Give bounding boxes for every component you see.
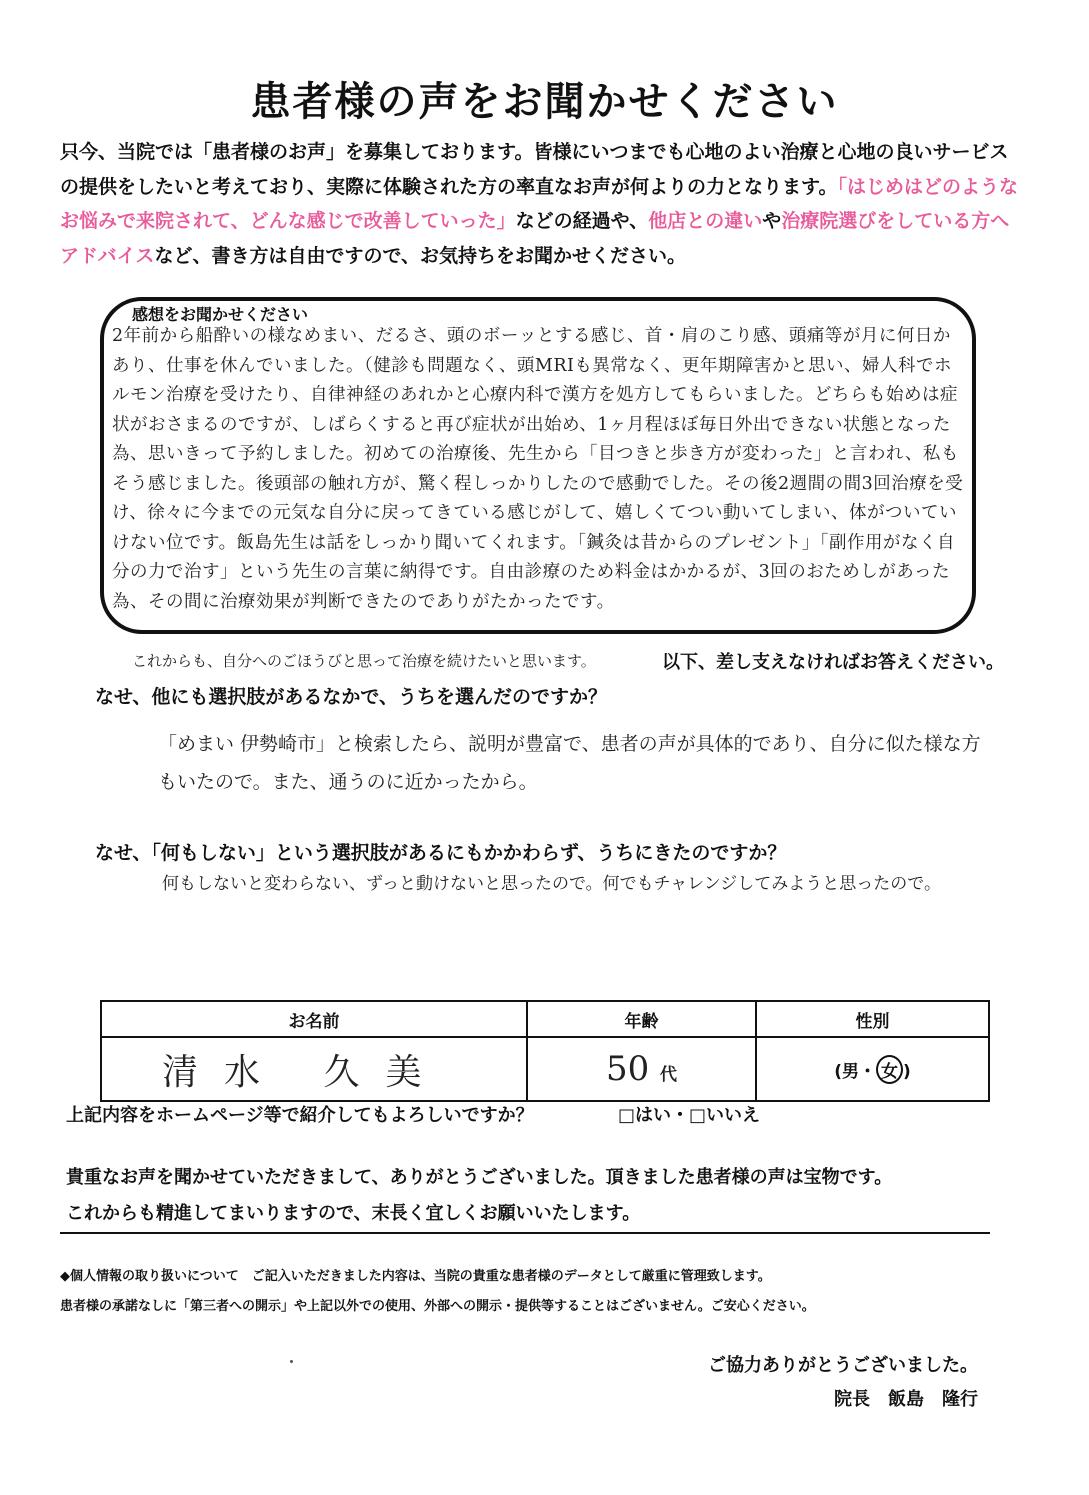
privacy-line-1: ◆個人情報の取り扱いについて ご記入いただきました内容は、当院の貴重な患者様のデータとして厳重に管理致します。 xyxy=(60,1269,771,1284)
age-header: 年齢 xyxy=(527,1001,756,1037)
age-cell xyxy=(527,1037,756,1101)
intro-paragraph xyxy=(60,135,1020,273)
intro-text: 只今、当院では「患者様のお声」を募集しております。皆様にいつまでも心地のよい治療と心地の良いサービスの提供をしたいと考えており、実際に体験された方の率直なお声が何よりの力となります。 xyxy=(60,141,1009,198)
question-1: なせ、他にも選択肢があるなかで、うちを選んだのですか？ xyxy=(95,686,608,708)
age-unit: 代 xyxy=(660,1065,678,1085)
info-table xyxy=(100,1000,990,1102)
age-value: 50 xyxy=(605,1049,650,1089)
question-2: なせ、「何もしない」という選択肢があるにもかかわらず、うちにきたのですか？ xyxy=(95,842,787,864)
gender-male: 男 xyxy=(842,1061,859,1082)
thanks-line-2: これからも精進してまいりますので、末長く宜しくお願いいたします。 xyxy=(66,1203,641,1224)
thanks-message xyxy=(66,1160,892,1232)
answer-1: 「めまい 伊勢崎市」と検索したら、説明が豊富で、患者の声が具体的であり、自分に似た様な方もいたので。また、通うのに近かったから。 xyxy=(158,733,981,793)
answer-2: 何もしないと変わらない、ずっと動けないと思ったので。何でもチャレンジしてみようと思ったので。 xyxy=(162,874,941,894)
feedback-continuation: これからも、自分へのごほうびと思って治療を続けたいと思います。 xyxy=(132,652,596,670)
intro-text: などの経過や、 xyxy=(515,210,649,232)
intro-highlight-advice: 治療院選びをしている方へアドバイス xyxy=(60,210,1010,267)
name-header: お名前 xyxy=(101,1001,527,1037)
divider xyxy=(60,1232,990,1234)
gender-separator: ・ xyxy=(859,1061,876,1082)
page-title: 患者様の声をお聞かせください xyxy=(250,79,839,125)
gender-cell: (男・ 女 ) xyxy=(756,1037,989,1101)
intro-highlight-difference: 他店との違い xyxy=(648,210,763,232)
intro-text: や xyxy=(762,210,782,232)
consent-options: □はい・□いいえ xyxy=(618,1105,761,1126)
closing-message: ご協力ありがとうございました。 xyxy=(708,1355,978,1376)
feedback-handwritten-text: 2年前から船酔いの様なめまい、だるさ、頭のボーッとする感じ、首・肩のこり感、頭痛等が月に何日かあり、仕事を休んでいました。（健診も問題なく、頭MRIも異常なく、更年期障害かと思い、婦人科でホルモン治療を受けたり、自律神経のあれかと心療内科で漢方を処方してもらいました。どちらも始めは症状がおさまるのですが、しばらくすると再び症状が出始め、1ヶ月程ほぼ毎日外出できない状態となった為、思いきって予約しました。初めての治療後、先生から「目つきと歩き方が変わった」と言われ、私もそう感じました。後頭部の触れ方が、驚く程しっかりしたので感動でした。その後2週間の間3回治療を受け、徐々に今までの元気な自分に戻ってきている感じがして、嬉しくてつい動いてしまい、体がついていけない位です。飯島先生は話をしっかり聞いてくれます。「鍼灸は昔からのプレゼント」「副作用がなく自分の力で治す」という先生の言葉に納得です。自由診療のため料金はかかるが、3回のおためしがあった為、その間に治療効果が判断できたのでありがたかったです。 xyxy=(112,326,964,612)
intro-text: など、書き方は自由ですので、お気持ちをお聞かせください。 xyxy=(154,244,687,267)
intro-highlight-progress: 「はじめはどのようなお悩みで来院されて、どんな感じで改善していった」 xyxy=(60,175,1018,232)
thanks-line-1: 貴重なお声を聞かせていただきまして、ありがとうございました。頂きました患者様の声は宝物です。 xyxy=(66,1167,893,1188)
name-value: 清水 久美 xyxy=(101,1037,527,1101)
answer-note: 以下、差し支えなければお答えください。 xyxy=(662,652,1004,673)
gender-header: 性別 xyxy=(756,1001,989,1037)
consent-question: 上記内容をホームページ等で紹介してもよろしいですか？ xyxy=(66,1105,534,1126)
gender-female-circled: 女 xyxy=(876,1055,903,1084)
privacy-notice xyxy=(60,1262,815,1322)
signature: 院長 飯島 隆行 xyxy=(834,1389,978,1410)
feedback-label: 感想をお聞かせください xyxy=(132,305,309,324)
privacy-line-2: 患者様の承諾なしに「第三者への開示」や上記以外での使用、外部への開示・提供等することはございません。ご安心ください。 xyxy=(60,1299,815,1314)
